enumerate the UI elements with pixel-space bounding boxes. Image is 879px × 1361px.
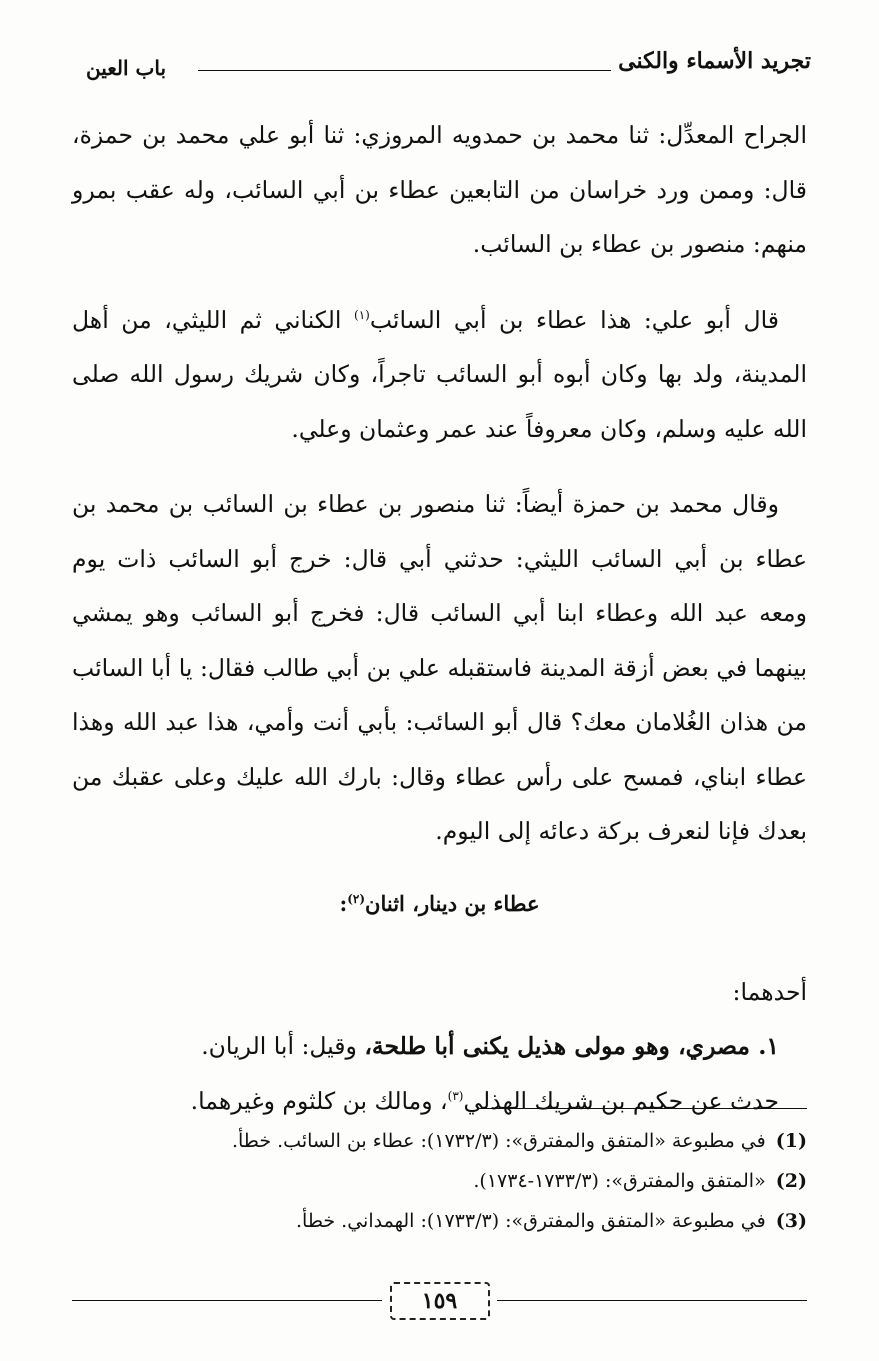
footnote-text: في مطبوعة «المتفق والمفترق»: (١٧٣٣/٣): الهمداني. خطأ. <box>295 1210 766 1232</box>
paragraph-text: قال أبو علي: هذا عطاء بن أبي السائب <box>369 305 779 334</box>
footnote-text: في مطبوعة «المتفق والمفترق»: (١٧٣٢/٣): عطاء بن السائب. خطأ. <box>231 1130 766 1152</box>
footnote-number: (2) <box>775 1170 807 1192</box>
footnote-ref: (٢) <box>347 891 366 906</box>
footnote-ref: (١) <box>354 307 370 322</box>
footnote <box>72 1201 807 1241</box>
heading-text: عطاء بن دينار، اثنان <box>365 890 540 916</box>
footnote-number: (1) <box>775 1130 807 1152</box>
item-number: ١. <box>758 1032 779 1060</box>
page-number: ١٥٩ <box>390 1282 490 1320</box>
paragraph-text: ، ومالك بن كلثوم وغيرهما. <box>190 1086 448 1115</box>
subheading: أحدهما: <box>732 977 807 1006</box>
paragraph-text: الكناني ثم الليثي، من أهل المدينة، ولد بها وكان أبوه أبو السائب تاجراً، وكان شريك رسول الله صلى الله عليه وسلم، وكان معروفاً عند عمر وعثمان وعلي. <box>72 305 807 443</box>
footnote-number: (3) <box>775 1210 807 1232</box>
footnote <box>72 1121 807 1161</box>
footnote-text: «المتفق والمفترق»: (١٧٣٣/٣-١٧٣٤). <box>473 1170 766 1192</box>
footer-rule <box>72 1300 382 1301</box>
item-text: وقيل: أبا الريان. <box>201 1032 365 1060</box>
heading-colon: : <box>339 890 348 916</box>
footer-rule <box>497 1300 807 1301</box>
footnote-ref: (٣) <box>447 1088 464 1103</box>
item-bold-text: مصري، وهو مولى هذيل يكنى أبا طلحة، <box>364 1032 759 1060</box>
paragraph: وقال محمد بن حمزة أيضاً: ثنا منصور بن عطاء بن السائب بن محمد بن عطاء بن أبي السائب الليثي: حدثني أبي قال: خرج أبو السائب ذات يوم ومعه عبد الله وعطاء ابنا أبي السائب قال: فخرج أبو السائب وهو يمشي بينهما في بعض أزقة المدينة فاستقبله علي بن أبي طالب فقال: يا أبا السائب من هذان الغُلامان معك؟ قال أبو السائب: بأبي أنت وأمي، هذا عبد الله وهذا عطاء ابناي، فمسح على رأس عطاء وقال: بارك الله عليك وعلى عقبك من بعدك فإنا لنعرف بركة دعائه إلى اليوم. <box>72 490 807 845</box>
book-title: تجريد الأسماء والكنى <box>618 48 811 74</box>
section-title: باب العين <box>86 56 167 80</box>
page-footer <box>72 1280 807 1320</box>
footnote-separator <box>477 1108 807 1109</box>
entry-heading <box>72 879 807 929</box>
paragraph <box>72 293 807 457</box>
footnotes <box>72 1121 807 1241</box>
running-header <box>86 48 811 88</box>
paragraph-text: حدث عن حكيم بن شريك الهذلي <box>463 1086 779 1115</box>
paragraph: الجراح المعدِّل: ثنا محمد بن حمدويه المروزي: ثنا أبو علي محمد بن حمزة، قال: وممن ورد خراسان من التابعين عطاء بن أبي السائب، وله عقب بمرو منهم: منصور بن عطاء بن السائب. <box>72 121 807 258</box>
header-rule <box>198 70 611 71</box>
main-text <box>72 108 807 1128</box>
list-item <box>72 1019 807 1074</box>
paragraph <box>72 1074 807 1129</box>
footnote <box>72 1161 807 1201</box>
